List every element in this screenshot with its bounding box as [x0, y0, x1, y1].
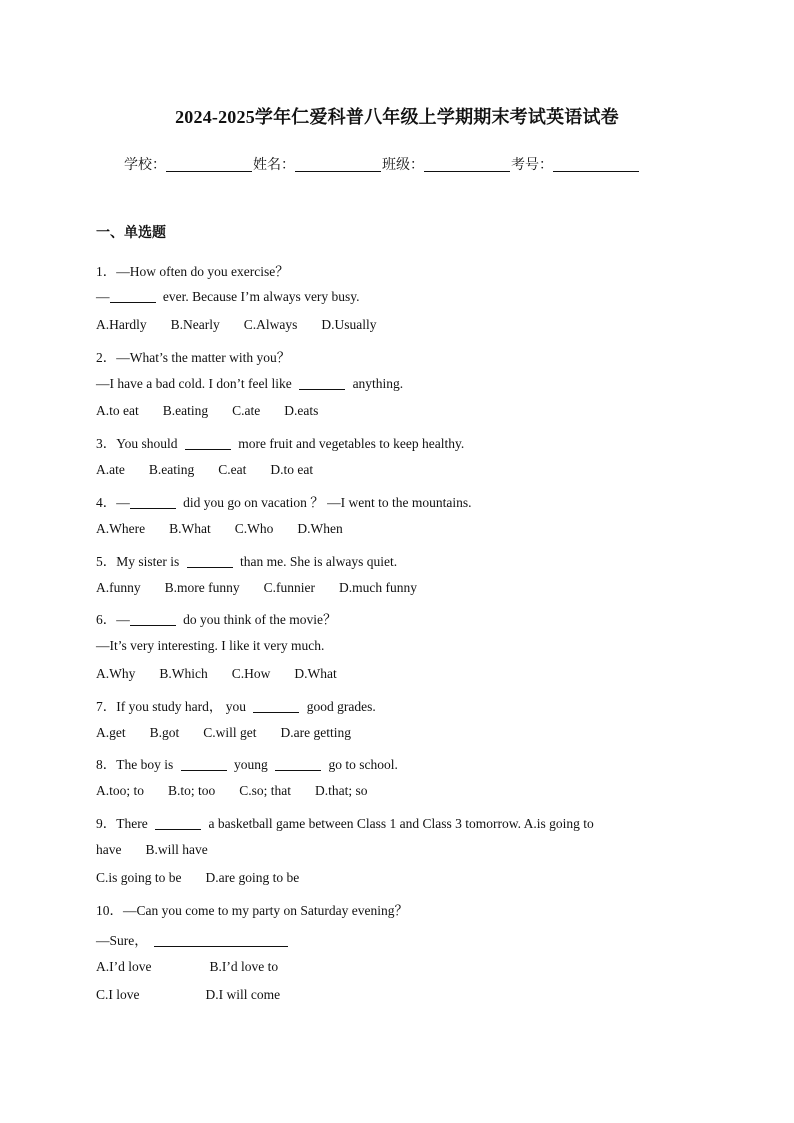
name-label: 姓名： [253, 157, 295, 173]
option-b[interactable]: B.will have [145, 842, 208, 857]
option-a[interactable]: A.to eat [96, 403, 139, 418]
answer-blank [181, 758, 227, 771]
option-a[interactable]: A.funny [96, 580, 141, 595]
option-c[interactable]: C.will get [203, 725, 257, 740]
option-d[interactable]: D.are going to be [205, 870, 300, 885]
question-7-options [96, 725, 351, 741]
question-9-wrap [96, 842, 208, 858]
stem-text: good grades. [303, 699, 376, 714]
option-c[interactable]: C.eat [218, 462, 247, 477]
stem-text: 5．My sister is [96, 554, 183, 569]
option-a[interactable]: A.Why [96, 666, 136, 681]
question-6-stem [96, 608, 336, 628]
option-d[interactable]: D.are getting [280, 725, 351, 740]
option-a[interactable]: A.get [96, 725, 126, 740]
option-b[interactable]: B.eating [148, 462, 195, 477]
answer-blank [275, 758, 321, 771]
question-8-stem [96, 753, 398, 773]
question-6-options [96, 666, 337, 682]
option-d[interactable]: D.eats [284, 403, 319, 418]
question-2-stem: 2．—What’s the matter with you？ [96, 350, 291, 365]
option-c[interactable]: C.Always [243, 317, 298, 332]
stem-text: 7．If you study hard， you [96, 699, 250, 714]
option-b[interactable]: B.eating [162, 403, 209, 418]
answer-blank [155, 817, 201, 830]
question-1-stem: 1．—How often do you exercise？ [96, 264, 289, 279]
reply-text: —I have a bad cold. I don’t feel like [96, 376, 296, 391]
option-c[interactable]: C.so; that [239, 783, 292, 798]
stem-text: 8．The boy is [96, 757, 177, 772]
question-3-options [96, 462, 313, 478]
question-1-options [96, 317, 376, 333]
name-blank[interactable] [295, 157, 381, 172]
school-blank[interactable] [166, 157, 252, 172]
option-b[interactable]: B.What [169, 521, 211, 536]
stem-text: more fruit and vegetables to keep healthy. [234, 436, 465, 451]
option-d[interactable]: D.to eat [270, 462, 314, 477]
stem-text: do you think of the movie？ [179, 612, 337, 627]
answer-blank [154, 934, 288, 947]
question-9-stem [96, 812, 594, 832]
option-d[interactable]: D.I will come [205, 987, 281, 1002]
stem-text: go to school. [325, 757, 398, 772]
question-8-options [96, 783, 368, 799]
stem-text: 6．— [96, 612, 130, 627]
question-10-reply [96, 929, 292, 949]
option-a[interactable]: A.Hardly [96, 317, 147, 332]
option-b[interactable]: B.I’d love to [209, 959, 279, 974]
stem-text: young [230, 757, 272, 772]
option-d[interactable]: D.What [294, 666, 337, 681]
option-b[interactable]: B.to; too [168, 783, 216, 798]
option-d[interactable]: D.Usually [321, 317, 377, 332]
answer-blank [299, 377, 345, 390]
stem-text: 9．There [96, 816, 152, 831]
question-4-stem [96, 491, 471, 511]
question-10-stem: 10．—Can you come to my party on Saturday evening？ [96, 903, 408, 918]
section-title: 一、单选题 [96, 225, 166, 241]
question-5-stem [96, 550, 397, 570]
answer-blank [187, 555, 233, 568]
answer-blank [185, 437, 231, 450]
option-b[interactable]: B.Which [159, 666, 208, 681]
reply-text: ever. Because I’m always very busy. [159, 289, 360, 304]
option-c[interactable]: C.ate [232, 403, 261, 418]
option-c[interactable]: C.is going to be [96, 870, 182, 885]
option-a[interactable]: A.I’d love [96, 959, 152, 974]
question-2-options [96, 403, 318, 419]
option-a[interactable]: A.ate [96, 462, 125, 477]
option-b[interactable]: B.got [149, 725, 180, 740]
option-b[interactable]: B.more funny [164, 580, 240, 595]
question-6-reply: —It’s very interesting. I like it very much. [96, 638, 325, 653]
question-1-reply [96, 289, 360, 305]
question-9-options [96, 870, 299, 886]
reply-text: anything. [349, 376, 404, 391]
exam-number-label: 考号： [511, 157, 553, 173]
reply-text: — [96, 289, 110, 304]
exam-number-blank[interactable] [553, 157, 639, 172]
reply-text: —Sure， [96, 933, 148, 948]
answer-blank [253, 700, 299, 713]
question-3-stem [96, 432, 464, 452]
stem-wrap-text: have [96, 842, 122, 857]
question-2-reply [96, 376, 403, 392]
option-c[interactable]: C.I love [96, 987, 140, 1002]
stem-text: did you go on vacation ？ —I went to the mountains. [179, 495, 472, 510]
question-10-options-row-1 [96, 959, 278, 975]
stem-text: than me. She is always quiet. [236, 554, 398, 569]
class-blank[interactable] [424, 157, 510, 172]
option-d[interactable]: D.When [297, 521, 343, 536]
question-10-options-row-2 [96, 987, 280, 1003]
question-4-options [96, 521, 343, 537]
school-label: 学校： [124, 157, 166, 173]
answer-blank [130, 496, 176, 509]
option-d[interactable]: D.that; so [315, 783, 368, 798]
answer-blank [110, 290, 156, 303]
question-7-stem [96, 695, 376, 715]
student-info-row [124, 154, 640, 174]
option-c[interactable]: C.funnier [263, 580, 315, 595]
stem-text: a basketball game between Class 1 and Class 3 tomorrow. A.is going to [205, 816, 594, 831]
option-a[interactable]: A.too; to [96, 783, 145, 798]
stem-text: 3．You should [96, 436, 181, 451]
question-5-options [96, 580, 417, 596]
stem-text: 4．— [96, 495, 130, 510]
option-c[interactable]: C.Who [234, 521, 274, 536]
option-d[interactable]: D.much funny [339, 580, 417, 595]
option-b[interactable]: B.Nearly [170, 317, 220, 332]
page-title: 2024-2025学年仁爱科普八年级上学期期末考试英语试卷 [175, 107, 619, 127]
answer-blank [130, 613, 176, 626]
option-c[interactable]: C.How [231, 666, 271, 681]
class-label: 班级： [382, 157, 424, 173]
option-a[interactable]: A.Where [96, 521, 146, 536]
